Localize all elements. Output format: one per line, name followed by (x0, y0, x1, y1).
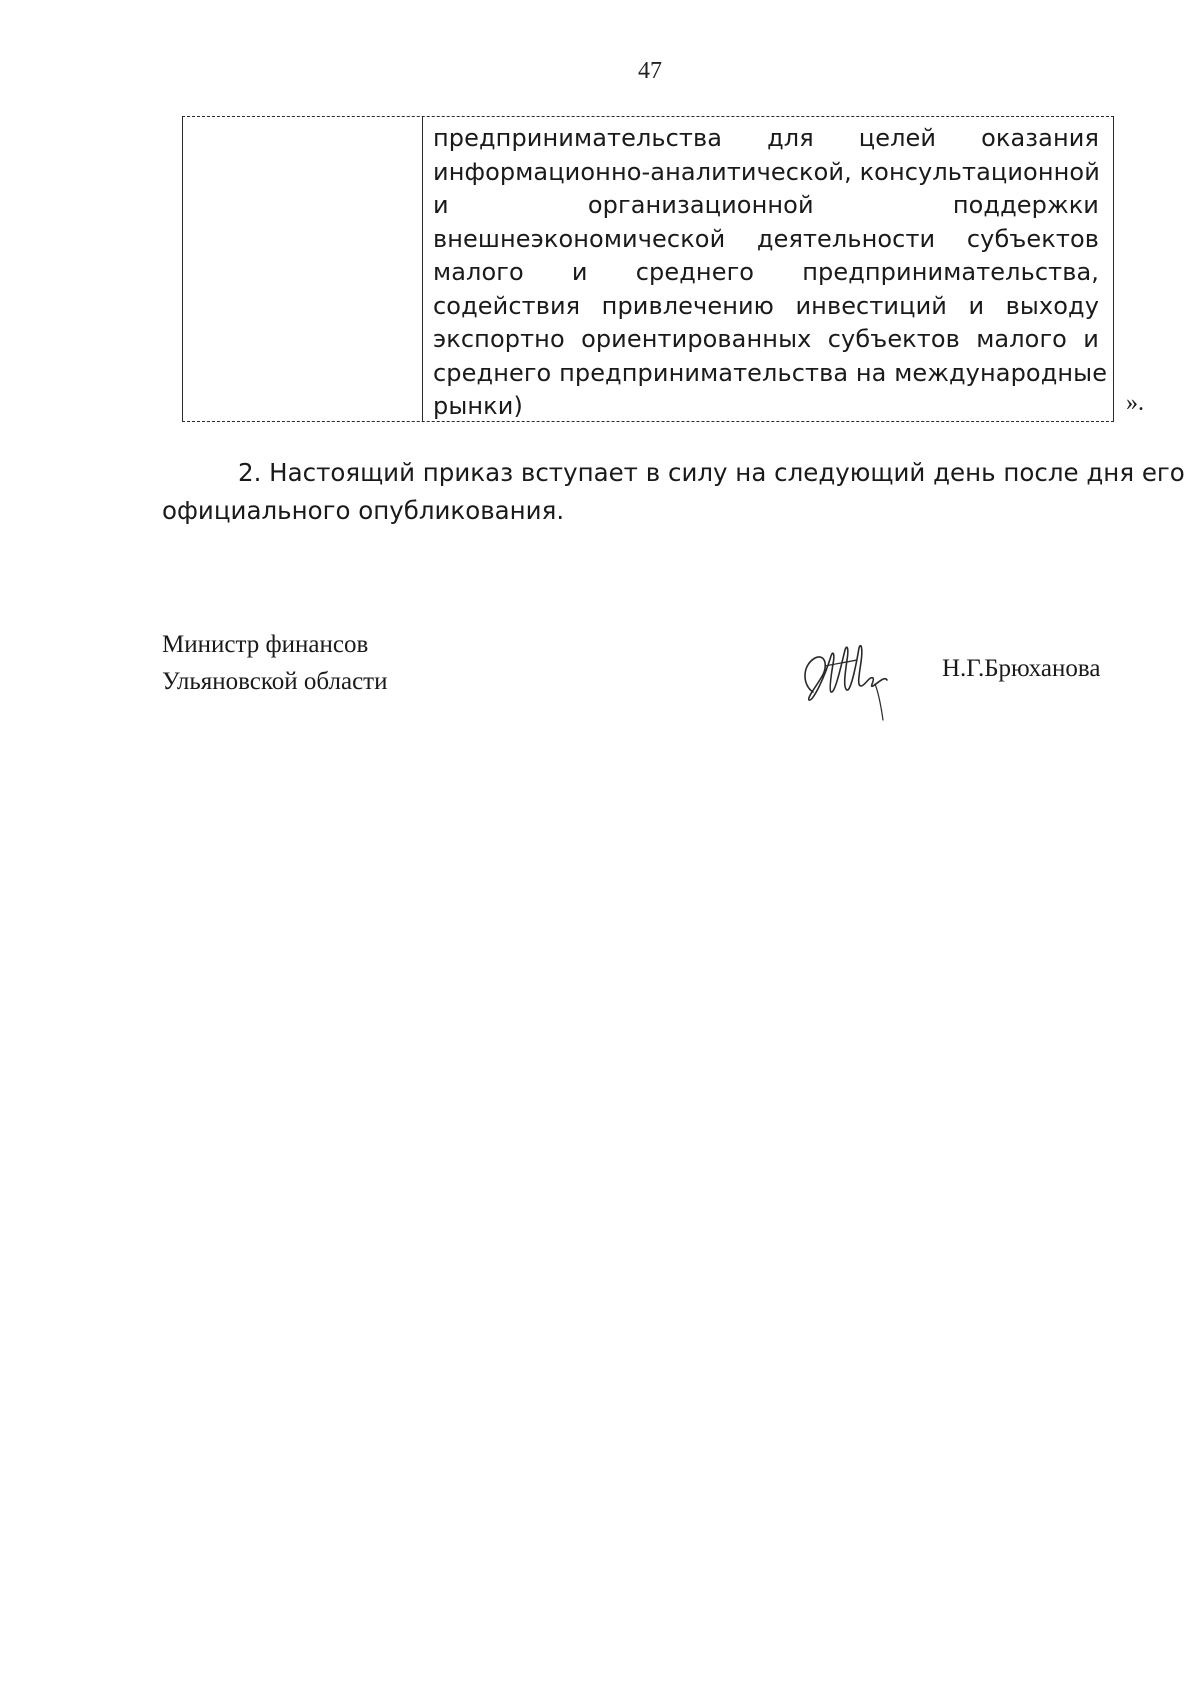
signer-title-line: Ульяновской области (162, 668, 388, 695)
paragraph-line: 2. Настоящий приказ вступает в силу на следующий день после дня его (238, 458, 1185, 487)
table-cell-line: информационно-аналитической, консультационной (433, 157, 1100, 186)
table-right-cell (433, 122, 1108, 424)
table-left-cell (183, 117, 423, 421)
table-cell-line: предпринимательства для целей оказания (433, 124, 1099, 152)
table-cell-line: экспортно ориентированных субъектов малого и (433, 325, 1099, 353)
table-cell-line: и организационной поддержки (433, 191, 1099, 219)
closing-quote: ». (1126, 390, 1144, 416)
signer-title-line: Министр финансов (162, 631, 369, 658)
continuation-table (182, 116, 1114, 422)
table-cell-line: малого и среднего предпринимательства, (433, 258, 1099, 286)
page-number: 47 (638, 58, 662, 84)
table-cell-line: внешнеэкономической деятельности субъектов (433, 224, 1099, 253)
table-cell-line: рынки) (433, 392, 523, 420)
table-cell-line: среднего предпринимательства на международные (433, 358, 1108, 387)
signer-name: Н.Г.Брюханова (942, 655, 1101, 682)
paragraph-line: официального опубликования. (162, 496, 565, 525)
handwritten-signature (795, 636, 895, 726)
signer-title (162, 626, 387, 700)
table-cell-line: содействия привлечению инвестиций и выходу (433, 291, 1099, 320)
